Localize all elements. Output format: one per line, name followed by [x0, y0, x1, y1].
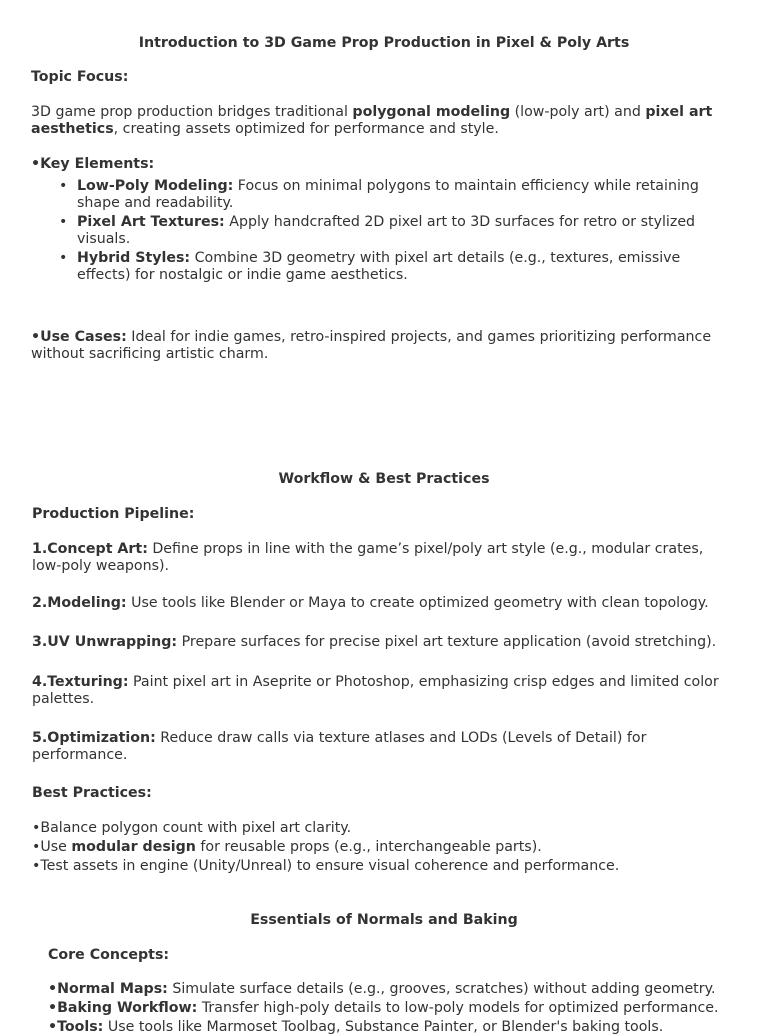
bullet-icon: •: [59, 250, 68, 266]
pipeline-step: 3.UV Unwrapping: Prepare surfaces for precise pixel art texture application (avoid stretching).: [32, 634, 717, 650]
slide-title: Introduction to 3D Game Prop Production in Pixel & Poly Arts: [138, 35, 630, 51]
pipeline-step: 1.Concept Art: Define props in line with the game’s pixel/poly art style (e.g., modular crates, low-poly weapons).: [32, 541, 704, 574]
slide-workflow: [0, 440, 768, 874]
best-practice-item: •Test assets in engine (Unity/Unreal) to ensure visual coherence and performance.: [32, 858, 620, 874]
topic-focus-label: Topic Focus:: [31, 69, 129, 85]
intro-paragraph: 3D game prop production bridges traditional polygonal modeling (low-poly art) and pixel art aesthetics, creating assets optimized for performance and style.: [31, 104, 713, 137]
list-item: • Low-Poly Modeling: Focus on minimal polygons to maintain efficiency while retaining shape and readability.: [59, 178, 699, 211]
list-item: • Hybrid Styles: Combine 3D geometry with pixel art details (e.g., textures, emissive effects) for nostalgic or indie game aesthetics.: [59, 250, 681, 283]
core-concepts-label: Core Concepts:: [48, 947, 170, 963]
pipeline-label: Production Pipeline:: [32, 506, 195, 522]
key-elements-list: [31, 178, 721, 284]
concept-item: •Tools: Use tools like Marmoset Toolbag, Substance Painter, or Blender's baking tools.: [48, 1019, 664, 1035]
list-item: • Pixel Art Textures: Apply handcrafted 2D pixel art to 3D surfaces for retro or stylized visuals.: [59, 214, 696, 247]
slide-title: Essentials of Normals and Baking: [250, 912, 518, 928]
bullet-icon: •: [59, 214, 68, 230]
slide-normals-baking: [0, 880, 768, 1035]
pipeline-step: 2.Modeling: Use tools like Blender or Maya to create optimized geometry with clean topology.: [32, 595, 709, 611]
use-cases-paragraph: •Use Cases: Ideal for indie games, retro-inspired projects, and games prioritizing performance without sacrificing artistic charm.: [31, 329, 712, 362]
key-elements-label: •Key Elements:: [31, 156, 155, 172]
pipeline-step: 4.Texturing: Paint pixel art in Aseprite or Photoshop, emphasizing crisp edges and limited color palettes.: [32, 674, 719, 707]
best-practice-item: •Use modular design for reusable props (e.g., interchangeable parts).: [32, 839, 542, 855]
slide-title: Workflow & Best Practices: [278, 471, 490, 487]
best-practices-label: Best Practices:: [32, 785, 152, 801]
pipeline-step: 5.Optimization: Reduce draw calls via texture atlases and LODs (Levels of Detail) for performance.: [32, 730, 647, 763]
concept-item: •Normal Maps: Simulate surface details (e.g., grooves, scratches) without adding geometry.: [48, 981, 716, 997]
best-practice-item: •Balance polygon count with pixel art clarity.: [32, 820, 352, 836]
concept-item: •Baking Workflow: Transfer high-poly details to low-poly models for optimized performance.: [48, 1000, 719, 1016]
slide-intro: [0, 0, 768, 430]
bullet-icon: •: [59, 178, 68, 194]
